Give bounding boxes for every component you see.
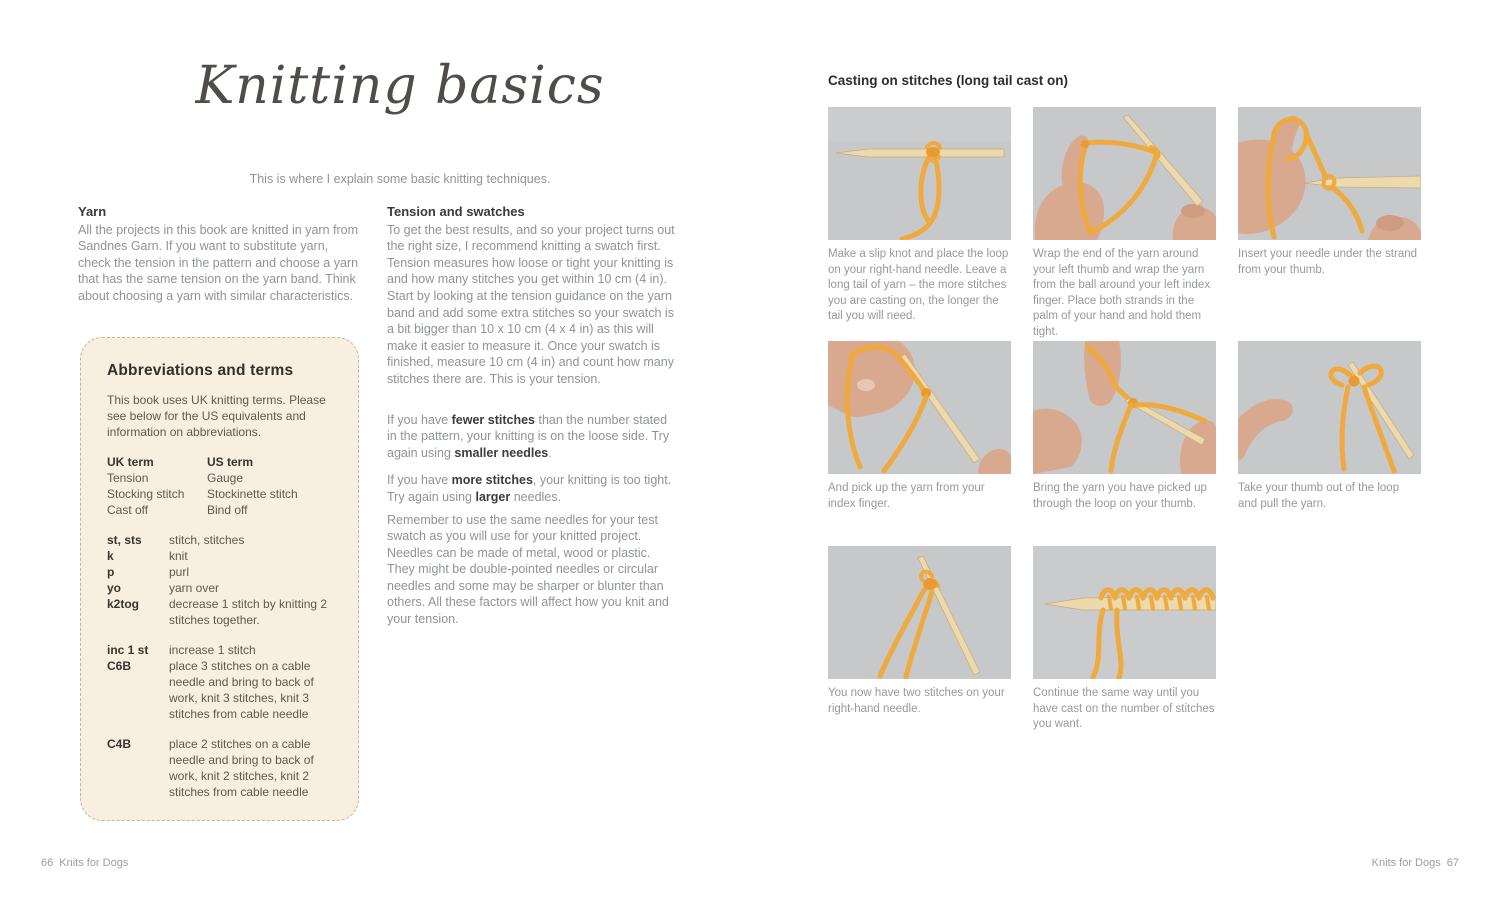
abbreviations-intro: This book uses UK knitting terms. Please see below for the US equivalents and information on abbreviations. bbox=[107, 393, 326, 439]
text-segment: , your knitting is too tight. Try again using bbox=[387, 473, 672, 504]
abbreviations-table-group-1 bbox=[107, 532, 334, 628]
uk-term-cell: Cast off bbox=[107, 503, 149, 517]
photo-row-3 bbox=[828, 546, 1216, 733]
continue-cast-on-row-photo bbox=[1033, 546, 1216, 679]
step-caption: Take your thumb out of the loop and pull the yarn. bbox=[1238, 482, 1400, 510]
uk-term-header: UK term bbox=[107, 455, 154, 469]
abbreviations-table-group-3 bbox=[107, 736, 334, 800]
tension-para-1: To get the best results, and so your project turns out the right size, I recommend knitting a swatch first. Tension measures how loose or tight your knitting is and how many stitches you get within 10 cm (4 in). Start by looking at the tension guidance on the yarn band and add some extra stitches so your swatch is a bit bigger than 10 x 10 cm (4 x 4 in) as this will make it easier to measure it. Once your swatch is finished, measure 10 cm (4 in) and count how many stitches there are. This is your tension. bbox=[387, 222, 675, 386]
step-caption: Continue the same way until you have cast on the number of stitches you want. bbox=[1033, 687, 1215, 730]
casting-on-heading: Casting on stitches (long tail cast on) bbox=[828, 73, 1069, 88]
thumb-out-of-loop-photo bbox=[1238, 341, 1421, 474]
tension-heading: Tension and swatches bbox=[387, 204, 525, 219]
page-number: 66 bbox=[41, 857, 54, 869]
abbr-term: k2tog bbox=[107, 597, 140, 611]
yarn-wrapped-thumb-and-index-photo bbox=[1033, 107, 1216, 240]
yarn-body: All the projects in this book are knitted in yarn from Sandnes Garn. If you want to substitute yarn, check the tension in the pattern and choose a yarn that has the same tension on the yarn band. Think about choosing a yarn with similar characteristics. bbox=[78, 222, 359, 303]
step-2 bbox=[1033, 107, 1216, 340]
yarn-through-thumb-loop-photo bbox=[1033, 341, 1216, 474]
step-5 bbox=[1033, 341, 1216, 512]
page-intro: This is where I explain some basic knitting techniques. bbox=[249, 172, 551, 186]
step-caption: Make a slip knot and place the loop on your right-hand needle. Leave a long tail of yarn – the more stitches you are casting on, the longer the tail you will need. bbox=[828, 248, 1009, 322]
tension-para-2 bbox=[387, 412, 677, 462]
step-1 bbox=[828, 107, 1011, 340]
abbr-term: p bbox=[107, 565, 115, 579]
slip-knot-on-needle-photo bbox=[828, 107, 1011, 240]
step-caption: Wrap the end of the yarn around your left thumb and wrap the yarn from the ball around your left index finger. Place both strands in the palm of your hand and hold them tight. bbox=[1033, 248, 1211, 338]
us-term-header: US term bbox=[207, 455, 254, 469]
page-title: Knitting basics bbox=[195, 56, 605, 116]
text-segment-bold: smaller needles bbox=[454, 445, 549, 460]
yarn-heading: Yarn bbox=[78, 204, 107, 219]
abbr-term: yo bbox=[107, 581, 122, 595]
step-3 bbox=[1238, 107, 1421, 340]
abbr-definition: stitch, stitches bbox=[169, 533, 245, 547]
text-segment: If you have bbox=[387, 412, 452, 427]
step-6 bbox=[1238, 341, 1421, 512]
text-segment: needles. bbox=[510, 489, 561, 504]
tension-para-4: Remember to use the same needles for your test swatch as you will use for your knitted project. Needles can be made of metal, wood or plastic. They might be double-pointed needles or circular needles and some may be sharper or blunter than others. All these factors will affect how you knit and your tension. bbox=[387, 512, 669, 627]
abbr-term: st, sts bbox=[107, 533, 142, 547]
abbr-definition: knit bbox=[169, 549, 188, 563]
abbreviations-table-group-2 bbox=[107, 642, 334, 722]
photo-row-2 bbox=[828, 341, 1421, 512]
us-term-cell: Bind off bbox=[207, 503, 248, 517]
footer-left bbox=[38, 857, 131, 869]
abbr-definition: place 3 stitches on a cable needle and bring to back of work, knit 3 stitches, knit 3 stitches from cable needle bbox=[169, 659, 314, 721]
tension-section bbox=[387, 204, 677, 628]
step-8 bbox=[1033, 546, 1216, 733]
book-title: Knits for Dogs bbox=[59, 857, 129, 869]
text-segment: . bbox=[548, 445, 552, 460]
us-term-cell: Stockinette stitch bbox=[207, 487, 298, 501]
text-segment: than the number stated in the pattern, your knitting is on the loose side. Try again using bbox=[387, 412, 670, 460]
abbreviations-box bbox=[80, 337, 359, 821]
abbreviations-title: Abbreviations and terms bbox=[107, 362, 294, 379]
yarn-section bbox=[78, 204, 363, 305]
abbr-term: C4B bbox=[107, 737, 132, 751]
step-caption: Insert your needle under the strand from your thumb. bbox=[1238, 248, 1418, 276]
step-caption: Bring the yarn you have picked up through the loop on your thumb. bbox=[1033, 482, 1207, 510]
book-title: Knits for Dogs bbox=[1371, 857, 1441, 869]
abbr-term: k bbox=[107, 549, 114, 563]
abbr-definition: decrease 1 stitch by knitting 2 stitches together. bbox=[169, 597, 328, 627]
abbr-term: inc 1 st bbox=[107, 643, 149, 657]
abbr-term: C6B bbox=[107, 659, 132, 673]
uk-term-cell: Tension bbox=[107, 471, 149, 485]
photo-row-1 bbox=[828, 107, 1421, 340]
step-caption: And pick up the yarn from your index finger. bbox=[828, 482, 985, 510]
text-segment: If you have bbox=[387, 473, 452, 488]
page-number: 67 bbox=[1446, 857, 1459, 869]
step-7 bbox=[828, 546, 1011, 733]
footer-right bbox=[1369, 857, 1462, 869]
pick-up-yarn-from-index-finger-photo bbox=[828, 341, 1011, 474]
uk-us-terms-table bbox=[107, 454, 334, 518]
two-stitches-on-needle-photo bbox=[828, 546, 1011, 679]
text-segment-bold: larger bbox=[475, 489, 511, 504]
step-4 bbox=[828, 341, 1011, 512]
tension-para-3 bbox=[387, 472, 677, 505]
text-segment-bold: fewer stitches bbox=[451, 412, 535, 427]
text-segment-bold: more stitches bbox=[451, 473, 533, 488]
us-term-cell: Gauge bbox=[207, 471, 244, 485]
abbr-definition: place 2 stitches on a cable needle and bring to back of work, knit 2 stitches, knit 2 stitches from cable needle bbox=[169, 737, 314, 799]
step-caption: You now have two stitches on your right-hand needle. bbox=[828, 687, 1005, 715]
abbr-definition: increase 1 stitch bbox=[169, 643, 256, 657]
uk-term-cell: Stocking stitch bbox=[107, 487, 185, 501]
needle-under-thumb-strand-photo bbox=[1238, 107, 1421, 240]
abbr-definition: purl bbox=[169, 565, 190, 579]
abbr-definition: yarn over bbox=[169, 581, 220, 595]
